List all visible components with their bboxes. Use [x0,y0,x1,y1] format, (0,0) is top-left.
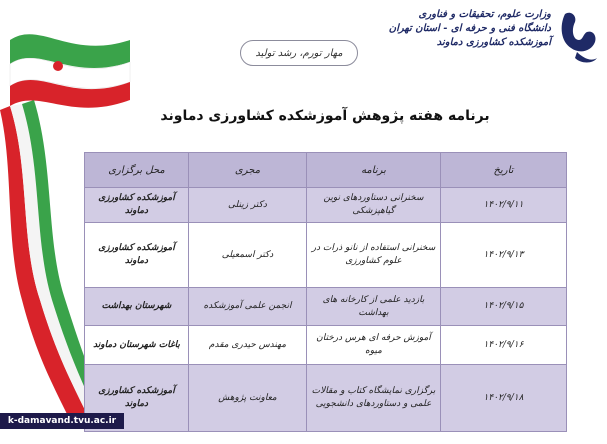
cell-presenter: دکتر اسمعیلی [189,223,307,288]
header-presenter: مجری [189,153,307,188]
cell-place: آموزشکده کشاورزی دماوند [85,365,189,432]
cell-program: سخنرانی استفاده از نانو ذرات در علوم کشاورزی [307,223,441,288]
schedule-table-wrapper [84,152,566,432]
cell-program: سخنرانی دستاوردهای نوین گیاهپزشکی [307,188,441,223]
table-row [85,223,567,288]
header-program: برنامه [307,153,441,188]
cell-date: ۱۴۰۲/۹/۱۱ [441,188,567,223]
schedule-table [84,152,567,432]
header-date: تاریخ [441,153,567,188]
cell-place: آموزشکده کشاورزی دماوند [85,188,189,223]
organization-header [366,8,551,50]
year-slogan: مهار تورم، رشد تولید [240,40,358,66]
cell-presenter: مهندس حیدری مقدم [189,326,307,365]
university-logo-icon [557,8,599,66]
website-link[interactable]: k-damavand.tvu.ac.ir [0,413,124,429]
table-row [85,365,567,432]
cell-presenter: دکتر زینلی [189,188,307,223]
table-row [85,326,567,365]
header-place: محل برگزاری [85,153,189,188]
cell-presenter: معاونت پژوهش [189,365,307,432]
college-name: آموزشکده کشاورزی دماوند [436,37,551,48]
cell-place: آموزشکده کشاورزی دماوند [85,223,189,288]
table-row [85,188,567,223]
cell-date: ۱۴۰۲/۹/۱۸ [441,365,567,432]
cell-date: ۱۴۰۲/۹/۱۵ [441,288,567,326]
university-name: دانشگاه فنی و حرفه ای - استان تهران [388,23,551,34]
cell-presenter: انجمن علمی آموزشکده [189,288,307,326]
page-title: برنامه هفته پژوهش آموزشکده کشاورزی دماوند [160,108,490,124]
cell-program: بازدید علمی از کارخانه های بهداشت [307,288,441,326]
cell-place: باغات شهرستان دماوند [85,326,189,365]
table-row [85,288,567,326]
cell-program: آموزش حرفه ای هرس درختان میوه [307,326,441,365]
table-header-row [85,153,567,188]
cell-date: ۱۴۰۲/۹/۱۶ [441,326,567,365]
ministry-name: وزارت علوم، تحقیقات و فناوری [418,9,551,20]
cell-place: شهرستان بهداشت [85,288,189,326]
cell-date: ۱۴۰۲/۹/۱۳ [441,223,567,288]
cell-program: برگزاری نمایشگاه کتاب و مقالات علمی و دستاوردهای دانشجویی [307,365,441,432]
